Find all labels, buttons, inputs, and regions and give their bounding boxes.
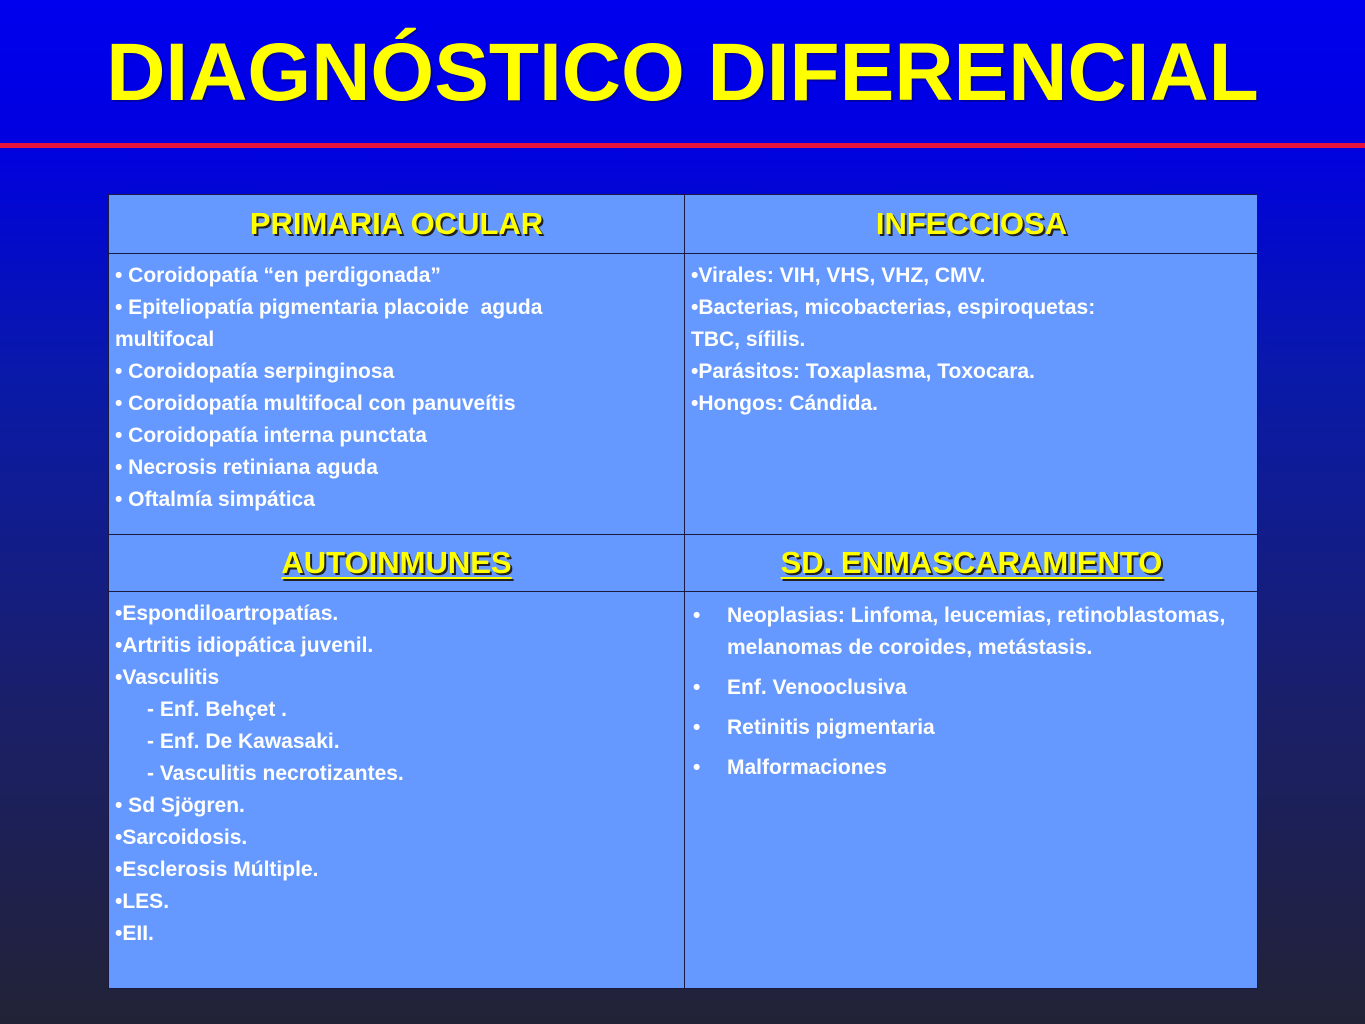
list-item: • Epiteliopatía pigmentaria placoide aguda (115, 296, 543, 319)
header-primaria-ocular-label: PRIMARIA OCULAR (249, 206, 544, 241)
enmascaramiento-list (685, 592, 1258, 784)
list-item (691, 600, 1248, 664)
header-sd-enmascaramiento-label: SD. ENMASCARAMIENTO (780, 545, 1163, 580)
list-subitem: - Enf. De Kawasaki. (147, 730, 340, 753)
bullet: • (693, 716, 701, 739)
bullet: • (693, 756, 701, 779)
cell-primaria-ocular (109, 254, 685, 535)
list-item (691, 712, 1248, 744)
cell-sd-enmascaramiento (685, 592, 1258, 988)
header-infecciosa-label: INFECCIOSA (875, 206, 1068, 241)
list-item (691, 752, 1248, 784)
title-divider (0, 143, 1365, 148)
list-subitem: - Enf. Behçet . (147, 698, 288, 721)
list-item: TBC, sífilis. (691, 328, 806, 351)
list-item-text: Neoplasias: Linfoma, leucemias, retinoblastomas, melanomas de coroides, metástasis. (727, 604, 1226, 659)
list-item: •LES. (115, 890, 170, 913)
list-item: •Hongos: Cándida. (691, 392, 879, 415)
list-item: •Esclerosis Múltiple. (115, 858, 319, 881)
header-autoinmunes-label: AUTOINMUNES (281, 545, 512, 580)
differential-table (108, 194, 1258, 989)
header-infecciosa (685, 195, 1258, 254)
list-item (691, 672, 1248, 704)
cell-autoinmunes (109, 592, 685, 988)
list-subitem: - Vasculitis necrotizantes. (147, 762, 404, 785)
list-item: •Sarcoidosis. (115, 826, 248, 849)
header-autoinmunes (109, 535, 685, 592)
list-item: • Coroidopatía “en perdigonada” (115, 264, 441, 287)
cell-infecciosa (685, 254, 1258, 535)
list-item-text: Enf. Venooclusiva (727, 676, 907, 699)
list-item: • Coroidopatía interna punctata (115, 424, 427, 447)
list-item: •Parásitos: Toxaplasma, Toxocara. (691, 360, 1035, 383)
list-item: •Virales: VIH, VHS, VHZ, CMV. (691, 264, 986, 287)
list-item: •Artritis idiopática juvenil. (115, 634, 374, 657)
list-item-text: Retinitis pigmentaria (727, 716, 935, 739)
bullet: • (693, 604, 701, 627)
list-item: multifocal (115, 328, 215, 351)
list-item: •EII. (115, 922, 154, 945)
header-primaria-ocular (109, 195, 685, 254)
list-item-text: Malformaciones (727, 756, 887, 779)
list-item: • Sd Sjögren. (115, 794, 245, 817)
bullet: • (693, 676, 701, 699)
slide-title: DIAGNÓSTICO DIFERENCIAL (106, 27, 1259, 118)
list-item: •Bacterias, micobacterias, espiroquetas: (691, 296, 1096, 319)
list-item: • Necrosis retiniana aguda (115, 456, 378, 479)
header-sd-enmascaramiento (685, 535, 1258, 592)
list-item: • Oftalmía simpática (115, 488, 315, 511)
list-item: •Vasculitis (115, 666, 220, 689)
list-item: •Espondiloartropatías. (115, 602, 339, 625)
list-item: • Coroidopatía multifocal con panuveítis (115, 392, 516, 415)
list-item: • Coroidopatía serpinginosa (115, 360, 395, 383)
